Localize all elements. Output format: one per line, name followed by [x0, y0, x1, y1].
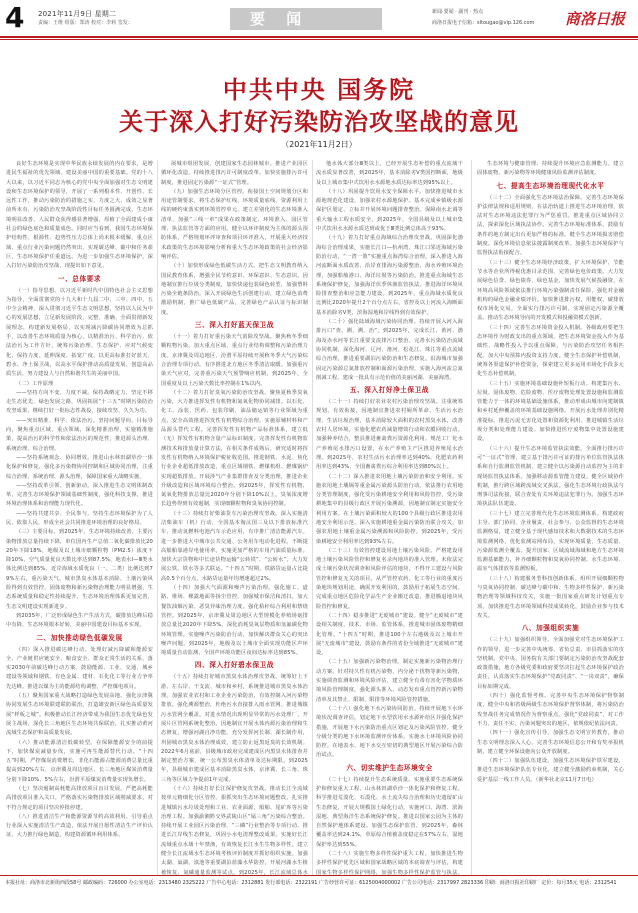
section-heading: 七、提高生态环境治理现代化水平	[496, 181, 605, 190]
paragraph: 到2035年，广泛形成绿色生产生活方式，碳排放达峰后稳中有降，生态环境根本好转，美丽中国建设目标基本实现。	[6, 612, 153, 629]
svg-text:商洛日报: 商洛日报	[565, 10, 626, 28]
paragraph: （三十二）全面强化生态环境法治保障。完善生态环境保护法律法规和适用规则，在法治轨道上推进生态环境治理，依法对生态环境违法犯罪行为严惩重罚。推进重点区域协同立法，探索深化区域执法协作。完善生态环境标准体系，鼓励有条件的地方制定出台更加严格的标准。健全生态环境损害赔偿制度。深化环境信息依法披露制度改革。加强生态环境保护与监督执法衔接配合。	[477, 194, 624, 257]
editor-line: 责编：王维 组版：郑涛 校对：李莉 签发：	[38, 20, 133, 26]
text-column-2	[161, 160, 308, 875]
section-heading: 一、总体要求	[57, 274, 102, 283]
paragraph: （十八）巩固提升饮用水安全保障水平。加快推进城市水源地规范化建设，加强农村水源地保护。基本完成乡镇级水源保护区划定、立标并开展环境问题排查整治。保障南水北调等重大输水工程水质安全。到2025年，全国县级及以上城市集中式饮用水水源水质达到或优于Ⅲ类比例总体高于93%。	[316, 188, 463, 233]
paragraph: （二十三）有效管控建设用地土壤污染风险。严格建设用地土壤污染风险管控和修复名录内地块的准入管理。未依法完成土壤污染状况调查和风险评估的地块，不得开工建设与风险管控和修复无关的项目。从严管控农药、化工等行业的重度污染地块规划用途，确需开发利用的，鼓励用于拓展生态空间。完成重点地区危险化学品生产企业搬迁改造，推进腾退地块风险管控和修复。	[316, 547, 463, 610]
text-column-1	[6, 160, 153, 875]
paragraph: （十五）持续打好城市黑臭水体治理攻坚战。统筹好上下游、左右岸、干支流、城市和乡村，系统推进城市黑臭水体治理。加强农业农村和工业企业污染防治，有效控制入河污染物排放。强化溯源整治，杜绝污水直接排入雨水管网。推进城镇污水管网全覆盖，对进水情况出现明显异常的污水处理厂，开展片区管网系统化整治。因地制宜开展水体内源污染治理和生态修复，增强河湖自净功能。充分发挥河长制、湖长制作用，巩固城市黑臭水体治理成效，建立防止返黑返臭的长效机制。2022年6月底前，县级城市政府完成建成区内黑臭水体排查并制定整治方案，统一公布黑臭水体清单及达标期限。到2025年，县级城市建成区基本消除黑臭水体，京津冀、长三角、珠三角等区域力争提前1年完成。	[161, 674, 308, 783]
paragraph: （十）加快形成绿色低碳生活方式。把生态文明教育纳入国民教育体系，增强全民节约意识、环保意识、生态意识。因地制宜推行垃圾分类制度，加快快递包装绿色转型，加强塑料污染全链条防治。深入开展绿色生活创建行动，建立绿色消费激励机制，推广绿色低碳产品，完善绿色产品认证与标识制度。	[161, 263, 308, 316]
footer-divider	[0, 875, 638, 876]
header-divider-thin	[0, 39, 638, 40]
footer-info: 本报社址：商洛市北新街西段58号 邮政编码：726000 办公室电话：2313480 2325222 广告中心电话：2312881 发行部电话：2322191 广告经营许可证：6125004000002 广告公司电话：2317997 2823336 印刷：商洛日报社印刷厂 定价：每月35元 电话：2312541	[5, 880, 617, 886]
paragraph: （三十八）构建服务型科技创新体系。组织开展细颗粒物与臭氧协同控制、碳达峰与碳中和、生物多样性保护、新污染物治理等领域科技攻关，实施一批国家重点研发计划重点专项。加快推进生态环境领域科技成果转化，鼓励企业参与技术攻关。	[477, 575, 624, 619]
paragraph: （二十五）加强新污染物治理。制定实施新污染物治理行动方案。针对持久性有机污染物、内分泌干扰物等新污染物，实施调查监测和环境风险评估，建立健全有毒有害化学物质环境风险管理制度，强化源头准入，动态发布重点管控新污染物清单及其禁止、限制、限排等环境风险管控措施。	[316, 659, 463, 703]
issue-date: 2021年11月9日 星期二	[38, 10, 117, 18]
text-column-4	[477, 160, 624, 875]
column-divider	[157, 160, 158, 875]
paragraph: （二十一）持续打好农业农村污染治理攻坚战。注重统筹规划、有效衔接，因地制宜推进农村厕所革命、生活污水治理、生活垃圾治理，基本消除较大面积的农村黑臭水体，改善农村人居环境。实施化肥农药减量增效行动和农膜回收行动。加强种养结合，整县推进畜禽粪污资源化利用。规范工厂化水产养殖尾水排污口设置，在水产养殖主产区推进养殖尾水治理。到2025年，农村生活污水治理率达到40%，化肥农药利用率达到43%，全国畜禽粪污综合利用率达到80%以上。	[316, 399, 463, 471]
header-divider	[0, 36, 638, 38]
paragraph: （三）主要目标。到2025年，生态环境持续改善，主要污染物排放总量持续下降，单位国内生产总值二氧化碳排放比2020年下降18%，地级及以上城市细颗粒物（PM2.5）浓度下降10%，空气质量优良天数比率达到87.5%，地表水Ⅰ—Ⅲ类水体比例达到85%，近岸海域水质优良（一、二类）比例达到79%左右，重污染天气、城市黑臭水体基本消除，土壤污染风险得到有效管控，固体废物和新污染物治理能力明显增强，生态系统质量和稳定性持续提升，生态环境治理体系更加完善，生态文明建设实现新进步。	[6, 529, 153, 610]
column-divider	[312, 160, 313, 875]
paragraph: （二十四）稳步推进“无废城市”建设。健全“无废城市”建设相关制度、技术、市场、监管体系，推进城市固体废物精细化管理。“十四五”时期，推进100个左右地级及以上城市开展“无废城市”建设，鼓励有条件的省份全域推进“无废城市”建设。	[316, 612, 463, 657]
paragraph: （十二）着力打好臭氧污染防治攻坚战。聚焦夏秋季臭氧污染，大力推进挥发性有机物和氮氧化物协同减排。以石化、化工、涂装、医药、包装印刷、油品储运销等行业领域为重点，安全高效推进挥发性有机物综合治理，实施原辅材料和产品源头替代工程。完善挥发性有机物产品标准体系，建立低（无）挥发性有机物含量产品标识制度。完善挥发性有机物监测技术和排放量计算方法，在相关条件成熟后，研究适时将挥发性有机物纳入环境保护税征收范围。推进钢铁、水泥、焦化行业企业超低排放改造，重点区域钢铁、燃煤机组、燃煤锅炉实现超低排放。开展涉气产业集群排查及分类治理，推进企业升级改造和区域环境综合整治。到2025年，挥发性有机物、氮氧化物排放总量比2020年分别下降10%以上，臭氧浓度增长趋势得到有效遏制，实现细颗粒物和臭氧协同控制。	[161, 389, 308, 508]
paragraph: （三十六）提升生态环境监管执法效能。全面推行排污许可“一证式”管理，建立基于排污许可证的排污单位监管执法体系和自行监测监管机制。建立健全以污染源自动监控为主的非现场监管执法体系。加强移动源监管能力建设。健全区域协作机制，推行跨区域跨流域交叉执法。强化生态环境行政执法与刑事司法衔接，联合查处有关环境违法犯罪行为。加强生态环境执法队伍建设。	[477, 445, 624, 508]
paragraph: （九）加强生态环境分区管控。衔接国土空间规划分区和用途管制要求，将生态保护红线、环境质量底线、资源利用上线的硬约束落实到环境管控单元，建立差别化的生态环境准入清单，加强“三线一单”成果在政策制定、环境准入、园区管理、执法监管等方面的应用。健全以环评制度为主体的源头预防体系，严格规划环评审查和项目环评准入，开展重大经济技术政策的生态环境影响分析和重大生态环境政策的社会经济影响评估。	[161, 188, 308, 260]
paragraph: （三十四）完善生态环境资金投入机制。各级政府要把生态环境作为财政支出的重点领域，把生态环境资金投入作为基础性、战略性投入予以重点保障，与污染防治攻坚任务相匹配。加大中央预算内投资支持力度。健全生态保护补偿机制，统筹各渠道保护补偿资金，探索建立更多运用市场化手段多元化生态补偿机制。	[477, 324, 624, 378]
paragraph: （十一）着力打好重污染天气消除攻坚战。聚焦秋冬季细颗粒物污染，加大重点区域、重点行业结构调整和污染治理力度。京津冀及周边地区、汾渭平原持续开展秋冬季大气污染综合治理专项行动。有序推进北方地区冬季清洁取暖。加强重污染天气应对，完善重污染天气预警响应机制，到2025年，全国重度及以上污染天数比率控制在1%以内。	[161, 334, 308, 387]
paragraph: （十六）持续打好长江保护修复攻坚战。推动长江全流域按单元精细化分区管控。狠抓突出生态环境问题整改，扎实推进城镇污水垃圾处理和工业、农业面源、船舶、尾矿库等污染治理工程。加强渝湘黔交界武陵山区“锰三角”污染综合整治。持续开展工业园区污染治理、“三磷”行业整治等专项行动。推进长江岸线生态修复，巩固小水电清理整改成果。实施好长江流域重点水域十年禁渔，有效恢复长江水生生物多样性。建立健全长江流域水生态环境考核评价制度并抓好组织实施。加强太湖、巢湖、滇池等重要湖泊蓝藻水华防控，开展河湖水生植被恢复、氮磷通量监测等试点。到2025年，长江流域总体水	[161, 786, 308, 875]
text-column-3	[316, 160, 463, 875]
paragraph: （二十二）深入推进农用地土壤污染防治和安全利用。实施农用地土壤镉等重金属污染源头防治行动。依法推行农用地分类管理制度，强化受污染耕地安全利用和风险管控，受污染耕地集中的县级行政区开展污染溯源，因地制宜制定实施安全利用方案。在土壤污染面积较大的100个县级行政区推进农用地安全利用示范。深入实施耕地重金属污染防治联合攻关，加强农用地土壤重金属污染溯源和风险防控。到2025年，受污染耕地安全利用率达到93%左右。	[316, 473, 463, 545]
paragraph: （二十八）实施生物多样性保护重大工程。加快推进生物多样性保护优先区域和国家战略区域的本底调查与评估，构建国家生物多样性保护网络，加强生物多样性保护监管与执法。	[316, 851, 463, 875]
paragraph: ——坚持改革引领、创新驱动。深入推进生态文明体制改革，完善生态环境保护领域基础性制度，强化科技支撑，推进环境治理体系和治理能力现代化。	[6, 482, 153, 508]
paragraph: （六）推动能源清洁低碳转型。在保障能源安全的前提下，加快煤炭减量步伐，实施可再生能源替代行动。“十四五”时期，严控煤炭消费增长，非化石能源占能源消费总量比重提高到20%左右，京津冀及周边地区、长三角地区煤炭消费量分别下降10%、5%左右，汾渭平原煤炭消费量实现负增长。	[6, 739, 153, 783]
article-date: （2021年11月2日）	[281, 140, 357, 149]
paragraph: （四）深入推进碳达峰行动。处理好减污降碳和能源安全、产业链供应链安全、粮食安全、群众正常生活的关系，落实2030年前碳达峰行动方案。鼓励能源、工业、交通、城乡建设等领域和钢铁、有色金属、建材、石化化工等行业力争率先达峰。推进以煤为主的能源结构调整，严控煤电项目。	[6, 646, 153, 690]
paragraph: （十九）着力打好重点海域综合治理攻坚战。巩固深化渤海综合治理成果，实施长江口—杭州湾、珠江口邻近海域污染防治行动，“一湾一策”实施重点海湾综合治理。深入推进入海河流断面水质改善、沿岸直排海污染源整治、海水养殖环境治理，加强船舶港口、海洋垃圾等污染防治。推进重点海域生态系统保护修复，加强海洋伏季休渔监管执法。推进海洋环境风险排查整治和应急能力建设。到2025年，重点海域水质优良比例比2020年提升2个百分点左右，省控及以上河流入海断面基本消除劣Ⅴ类，滨海湿地和岸线得到有效保护。	[316, 235, 463, 316]
paragraph: （十三）持续打好柴油货车污染治理攻坚战。深入实施清洁柴油车（机）行动，全国基本淘汰国三及以下排放标准汽车，推动氢燃料电池汽车示范应用，有序推广清洁能源汽车。进一步推进大中城市公共交通、公务用车电动化进程。不断提高船舶靠港岸电使用率。实施更加严格的车用汽油质量标准。加快大宗货物和中长途货物运输“公转铁”、“公转水”，大力发展公铁、铁水等多式联运。“十四五”时期，铁路货运量占比提高0.5个百分点，水路货运量年均增速超过2%。	[161, 510, 308, 582]
section-heading: 五、深入打好净土保卫战	[349, 386, 430, 395]
column-divider	[471, 160, 472, 875]
paragraph: （二十七）持续提升生态系统质量。实施重要生态系统保护和修复重大工程、山水林田湖草沙一体化保护和修复工程。科学推进荒漠化、石漠化、水土流失综合治理和历史遗留矿山生态修复，开展大规模国土绿化行动，实施河口、海湾、滨海湿地、典型海洋生态系统保护修复。推进以国家公园为主体的自然保护地体系建设。加强生态保护监管。到2025年，森林覆盖率达到24.1%，草原综合植被盖度稳定在57%左右，湿地保护率达到55%。	[316, 776, 463, 848]
section-heading: 二、加快推动绿色低碳发展	[36, 633, 123, 642]
header-right-line2: 商洛日报电子信箱：sltougao@vip.126.com	[432, 20, 535, 26]
paragraph: （三十三）健全生态环境经济政策。扩大环境保护、节能节水等企业所得税优惠目录范围，完善绿色电价政策。大力发展绿色信贷、绿色债券、绿色基金，加快发展气候投融资，在环境高风险领域依法推行环境污染强制责任保险，强化对金融机构的绿色金融业绩评价。加快推进排污权、用能权、碳排放权市场化交易。全面实行排污许可制，实现固定污染源全覆盖。推动生态环境导向的开发模式和投融资模式创新。	[477, 259, 624, 322]
paragraph: （二十六）强化地下水污染协同防治。持续开展地下水环境状况调查评估，划定地下水型饮用水水源补给区并强化保护措施，开展地下水污染防治重点区划定及污染风险管控。健全分级分类的地下水环境监测评价体系。实施水土环境风险协同防控。在地表水、地下水交互密切的典型地区开展污染综合防治试点。	[316, 705, 463, 759]
paragraph: （二）工作原理	[16, 380, 54, 387]
paragraph: （三十九）加强组织领导。全面加强党对生态环境保护工作的领导，进一步完善中央统筹、省负总责、市县抓落实的攻坚机制。党中央、国务院有关部门要制定污染防治攻坚战配套政策措施，地方各级党委和政府要坚决扛起生态环境保护政治责任，认真落实生态环境保护“党政同责”、“一岗双责”，确保目标如期完成。	[477, 637, 624, 690]
paragraph: （十四）加强大气面源和噪声污染治理。强化施工、道路、堆场、裸露地面等扬尘管控，加强城市保洁和清扫。加大餐饮油烟污染、恶臭异味治理力度。强化秸秆综合利用和禁烧管控。到2025年，京津冀及周边地区大型规模化养殖场氨排放总量比2020年下降5%。深化消耗臭氧层物质和氢氟碳化物环境管理。实施噪声污染防治行动，加快解决群众关心的突出噪声问题。到2025年，地级及以上城市全面实现功能区声环境质量自动监测，全国声环境功能区夜间达标率达到85%。	[161, 585, 308, 657]
paragraph: 良好生态环境是实现中华民族永续发展的内在要求，是增进民生福祉的优先领域。建设美丽中国的重要基础。党的十八大以来，以习近平同志为核心的党中央全面加强对生态文明建设和生态环境保护的领导，开展了一系列根本性、开创性、长远性工作，推动污染防治的措施之实、力度之大、成效之显著前所未有，污染防治攻坚战阶段性目标任务圆满完成，生态环境明显改善，人民群众获得感显著增强，厚植了全面建成小康社会的绿色底色和质量成色。同时应当看到，我国生态环境保护结构性、根源性、趋势性压力总体上尚未根本缓解，重点区域、重点行业污染问题仍然突出，实现碳达峰、碳中和任务艰巨，生态环境保护任重道远。为进一步加强生态环境保护，深入打好污染防治攻坚战，现提出如下意见。	[6, 161, 153, 270]
paragraph: （四十）强化监督考核。完善中央生态环境保护督察制度，健全中央和省级两级生态环境保护督察体制，将污染防治攻坚战任务完成情况作为督察重点。强化“党政同责”，对工作不力、责任不实、污染问题突出的地区，依规依纪依法问责。	[477, 693, 624, 727]
paragraph: （三十五）实施环境基础设施补短板行动。构建集污水、垃圾、固体废物、危险废物、医疗废物处理处置设施和监测监管能力于一体的环境基础设施体系，推动形成由城市向建制镇和乡村延伸覆盖的环境基础设施网络。开展污水处理差别化精准提标。推进污泥无害化处置和资源化利用。推进城镇生活垃圾分类和处理能力建设。加快推进医疗废物集中处置设施建设。	[477, 380, 624, 443]
article-title-line1: 中共中央 国务院	[222, 76, 416, 104]
section-heading: 四、深入打好碧水保卫战	[194, 661, 275, 670]
section-heading: 六、切实维护生态环境安全	[346, 763, 433, 772]
paragraph: 他水体大部分Ⅲ类以上，已经开展生态补偿的重点流域干流水质显著改善，到2025年，基本消除劣Ⅴ类国控断面，地级及以上城市集中式饮用水水源地水质达标率达到95%以上。	[316, 161, 463, 186]
paragraph: （二十）强化陆域海域污染协同治理。持续开展入河入海排污口“查、测、溯、治”，到2025年，完成长江、黄河、渤海及赤水河等长江重要支流排污口整治。完善水污染防治流域协同机制，深化海河、辽河、淮河、松花江、珠江等重点流域综合治理，推进重要湖泊污染防治和生态修复。沿海城市加强固定污染源总氮排放控制和面源污染治理，实施入海河流总氮削减工程。建成一批具有示范价值的美丽河湖、美丽海湾。	[316, 319, 463, 381]
paragraph: （七）坚决遏制高耗能高排放项目盲目发展。严把高耗能高排放项目准入关口，严格落实污染物排放区域削减要求，对不符合规定的项目坚决停批停建。	[6, 786, 153, 811]
paragraph: 生态环境与健康管理、持续提升环境应急监测能力。建立固体废物、新污染物等环境健康风险监测评估制度。	[477, 161, 624, 177]
paragraph: 展城市组团发展，创建国家生态园林城市。推进产业园区循环化改造，持续推进排污许可制度改革。加快实施排污许可制度，推进固定污染源“一证式”管理。	[161, 161, 308, 186]
header-right-line1: 新闻·要闻 · 副刊 · 热点	[432, 9, 484, 15]
section-heading: 八、加强组织实施	[521, 624, 580, 633]
article-title-line2: 关于深入打好污染防治攻坚战的意见	[119, 108, 519, 136]
section-label: 要 闻	[250, 10, 310, 28]
paragraph: （三十七）建立完善现代化生态环境监测体系。构建政府主导、部门协同、企业履责、社会参与、公众监督的生态环境监测格局，建立健全基于现代感知技术和大数据技术的生态环境监测网络，优化监测站网布局，实现环境质量、生态质量、污染源监测全覆盖。提升国家、区域流域海域和地方生态环境监测基础能力，补齐细颗粒物和臭氧协同控制、水生态环境、温室气体排放等监测短板。	[477, 510, 624, 573]
paragraph: ——坚持共建共享、全民参与。坚持生态环境保护为了人民、依靠人民，形成全社会共同推进环境治理的良好格局。	[6, 510, 153, 526]
paragraph: （四十二）加强队伍建设。加强生态环境保护铁军建设，推进生态环境保护队伍专业化，建立健全激励约束机制，关心爱护基层一线工作人员。（新华社北京11月7日电）	[477, 758, 624, 783]
paragraph: ——坚持系统观念、协同增效。推进山水林田湖草沙一体化保护和修复，强化多污染物协同控制和区域协同治理，注重综合治理、系统治理、源头治理，保障国家重大战略实施。	[6, 454, 153, 480]
paragraph: （四十一）强化宣传引导。加强生态文明宣传教育，推动生态文明理念深入人心。完善生态环境信息公开和有奖举报机制，建立健全环保设施向公众开放制度。	[477, 730, 624, 755]
paragraph: （一）指导思想。以习近平新时代中国特色社会主义思想为指导，全面贯彻党的十九大和十九届二中、三中、四中、五中全会精神，深入贯彻习近平生态文明思想，坚持以人民为中心的发展思想，立足新发展阶段，完整、准确、全面贯彻新发展理念，构建新发展格局，以实现减污降碳协同增效为总抓手，以改善生态环境质量为核心，以精准治污、科学治污、依法治污为工作方针，统筹污染治理、生态保护、应对气候变化，保持力度、延伸深度、拓宽广度，以更高标准打好蓝天、碧水、净土保卫战，以高水平保护推动高质量发展、创造高品质生活，努力建设人与自然和谐共生的美丽中国。	[6, 287, 153, 378]
paragraph: ——突出精准、科学、依法治污。坚持问题导向、目标导向，聚焦重点区域、重点领域，深化精准治理，实施精准施策，提高治污的科学性和依法治污的规范性，推进源头治理、系统治理、综合治理。	[6, 417, 153, 452]
section-heading: 三、深入打好蓝天保卫战	[194, 321, 275, 330]
paragraph: ——坚持方向不变、力度不减。保持战略定力，坚定不移走生态优先、绿色发展之路，巩固拓展“十三五”时期污染防治攻坚成果，继续打好一批标志性战役，接续攻坚、久久为功。	[6, 389, 153, 415]
page-number: 4	[5, 1, 25, 34]
paragraph: （八）推进清洁生产和能源资源节约高效利用。引导重点行业深入实施清洁生产改造，依法开展自愿性清洁生产评价认证，大力推行绿色制造，构建资源循环利用体系。	[6, 813, 153, 839]
paragraph: （五）聚焦国家重大战略打造绿色发展高地。强化京津冀协同发展生态环境联建联防联治，打造雄安新区绿色高质量发展“样板之城”。积极推动长江经济带成为我国生态优先绿色发展主战场，深化长三角地区生态环境共保联治，扎实推动黄河流域生态保护和高质量发展。	[6, 693, 153, 737]
newspaper-logo	[563, 5, 633, 31]
